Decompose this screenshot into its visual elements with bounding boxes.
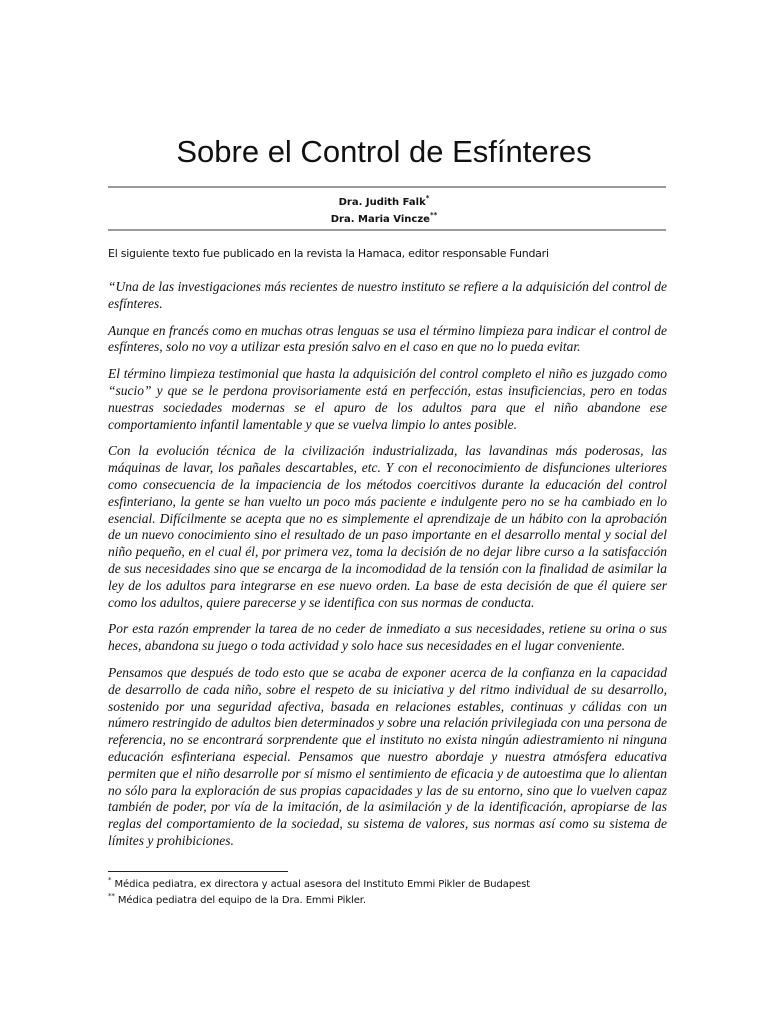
article-body (108, 279, 667, 860)
footnotes (108, 877, 668, 909)
page-title: Sobre el Control de Esfínteres (176, 134, 592, 169)
paragraph: Con la evolución técnica de la civilización industrializada, las lavandinas más poderosas, las máquinas de lavar, los pañales descartables, etc. Y con el reconocimiento de disfunciones ulteriores como consecuencia de la impaciencia de los métodos coercitivos durante la educación del control esfinteriano, la gente se han vuelto un poco más paciente e indulgente pero no se ha cambiado en lo esencial. Difícilmente se acepta que no es simplemente el aprendizaje de un hábito con la aprobación de un nuevo conocimiento sino el resultado de un paso importante en el desarrollo mental y social del niño pequeño, en el cual él, por primera vez, toma la decisión de no dejar libre curso a la satisfacción de sus necesidades sino que se encarga de la incomodidad de la tensión con la finalidad de asimilar la ley de los adultos para integrarse en ese nuevo orden. La base de esta decisión de que él quiere ser como los adultos, quiere parecerse y se identifica con sus normas de conducta. (108, 443, 667, 610)
author-name: Dra. Maria Vincze (330, 214, 430, 225)
author-1 (0, 194, 768, 211)
author-2 (0, 211, 768, 228)
footnote-2 (108, 893, 668, 909)
title-rule-bottom (108, 229, 666, 231)
paragraph: Por esta razón emprender la tarea de no ceder de inmediato a sus necesidades, retiene su orina o sus heces, abandona su juego o toda actividad y solo hace sus necesidades en el lugar conveniente. (108, 621, 667, 654)
paragraph: “Una de las investigaciones más recientes de nuestro instituto se refiere a la adquisición del control de esfínteres. (108, 279, 667, 311)
title-rule-top (108, 186, 666, 188)
footnote-mark: ** (108, 892, 115, 900)
footnote-1 (108, 877, 668, 893)
author-name: Dra. Judith Falk (338, 197, 426, 208)
footnote-text: Médica pediatra del equipo de la Dra. Emmi Pikler. (117, 895, 366, 906)
footnote-separator (108, 871, 288, 872)
footnote-mark: * (425, 194, 430, 202)
intro-line: El siguiente texto fue publicado en la revista la Hamaca, editor responsable Fundari (108, 247, 549, 260)
paragraph: El término limpieza testimonial que hasta la adquisición del control completo el niño es juzgado como “sucio” y que se le perdona provisoriamente está en perfección, estas insuficiencias, pero en todas nuestras sociedades modernas se el apuro de los adultos para que el niño abandone ese comportamiento infantil lamentable y que se vuelva limpio lo antes posible. (108, 366, 667, 432)
authors-block (0, 194, 768, 228)
footnote-mark: ** (429, 211, 438, 219)
paragraph: Pensamos que después de todo esto que se acaba de exponer acerca de la confianza en la capacidad de desarrollo de cada niño, sobre el respeto de su iniciativa y del ritmo individual de su desarrollo, sostenido por una seguridad afectiva, basada en relaciones estables, continuas y cálidas con un número restringido de adultos bien determinados y sobre una relación privilegiada con una persona de referencia, no se encontrará sorprendente que el instituto no exista ningún adiestramiento ni ninguna educación esfinteriana especial. Pensamos que nuestro abordaje y nuestra atmósfera educativa permiten que el niño desarrolle por sí mismo el sentimiento de eficacia y de autoestima que lo alientan no sólo para la exploración de sus propias capacidades y las de su entorno, sino que lo vuelven capaz también de poder, por vía de la imitación, de la asimilación y de la identificación, apropiarse de las reglas del comportamiento de la sociedad, su sistema de valores, sus normas así como su sistema de límites y prohibiciones. (108, 664, 667, 848)
footnote-text: Médica pediatra, ex directora y actual asesora del Instituto Emmi Pikler de Budapest (114, 879, 531, 890)
footnote-mark: * (108, 876, 112, 884)
paragraph: Aunque en francés como en muchas otras lenguas se usa el término limpieza para indicar el control de esfínteres, solo no voy a utilizar esta presión salvo en el caso en que no lo pueda evitar. (108, 322, 667, 355)
